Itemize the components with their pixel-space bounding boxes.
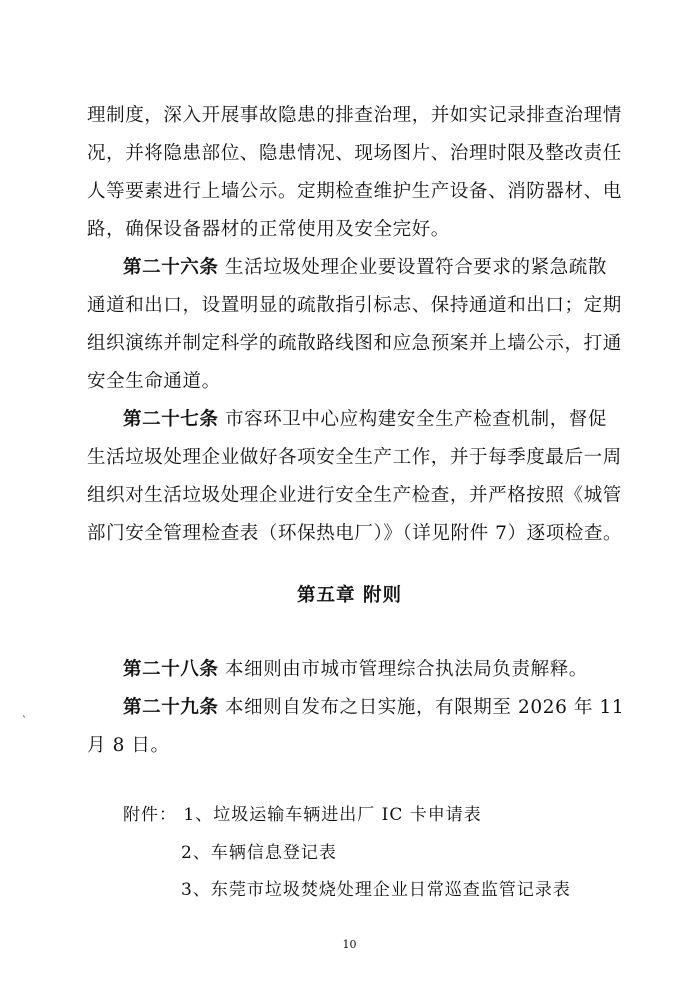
text-line: 部门安全管理检查表（环保热电厂）》（详见附件 7）逐项检查。 (87, 523, 623, 544)
article-text: 本细则由市城市管理综合执法局负责解释。 (225, 659, 588, 680)
text-line: 人等要素进行上墙公示。定期检查维护生产设备、消防器材、电 (87, 181, 622, 202)
attachment-item: 1、垃圾运输车辆进出厂 IC 卡申请表 (183, 805, 482, 825)
text-line: 况，并将隐患部位、隐患情况、现场图片、治理时限及整改责任 (87, 143, 622, 164)
article-label: 第二十七条 (123, 409, 219, 430)
text-line: 组织对生活垃圾处理企业进行安全生产检查，并严格按照《城管 (87, 485, 622, 506)
attachment-item: 3、东莞市垃圾焚烧处理企业日常巡查监管记录表 (181, 880, 571, 900)
text-line: 通道和出口，设置明显的疏散指引标志、保持通道和出口；定期 (87, 295, 622, 316)
article-text: 生活垃圾处理企业要设置符合要求的紧急疏散 (225, 257, 608, 278)
page-number: 10 (342, 938, 357, 951)
text-line: 理制度，深入开展事故隐患的排查治理，并如实记录排查治理情 (87, 105, 622, 126)
stray-mark: ` (22, 716, 27, 727)
article-label: 第二十八条 (123, 659, 219, 680)
text-line: 月 8 日。 (87, 735, 170, 756)
article-label: 第二十六条 (123, 257, 219, 278)
attachment-item: 2、车辆信息登记表 (181, 843, 337, 863)
chapter-heading: 第五章 附则 (297, 585, 402, 606)
article-label: 第二十九条 (123, 697, 219, 718)
text-line: 组织演练并制定科学的疏散路线图和应急预案并上墙公示，打通 (87, 333, 622, 354)
text-line: 安全生命通道。 (87, 371, 221, 392)
attachments-label: 附件： (123, 805, 177, 825)
article-text: 本细则自发布之日实施，有限期至 2026 年 11 (225, 697, 625, 718)
article-text: 市容环卫中心应构建安全生产检查机制，督促 (225, 409, 608, 430)
text-line: 生活垃圾处理企业做好各项安全生产工作，并于每季度最后一周 (87, 447, 622, 468)
text-line: 路，确保设备器材的正常使用及安全完好。 (87, 219, 450, 240)
